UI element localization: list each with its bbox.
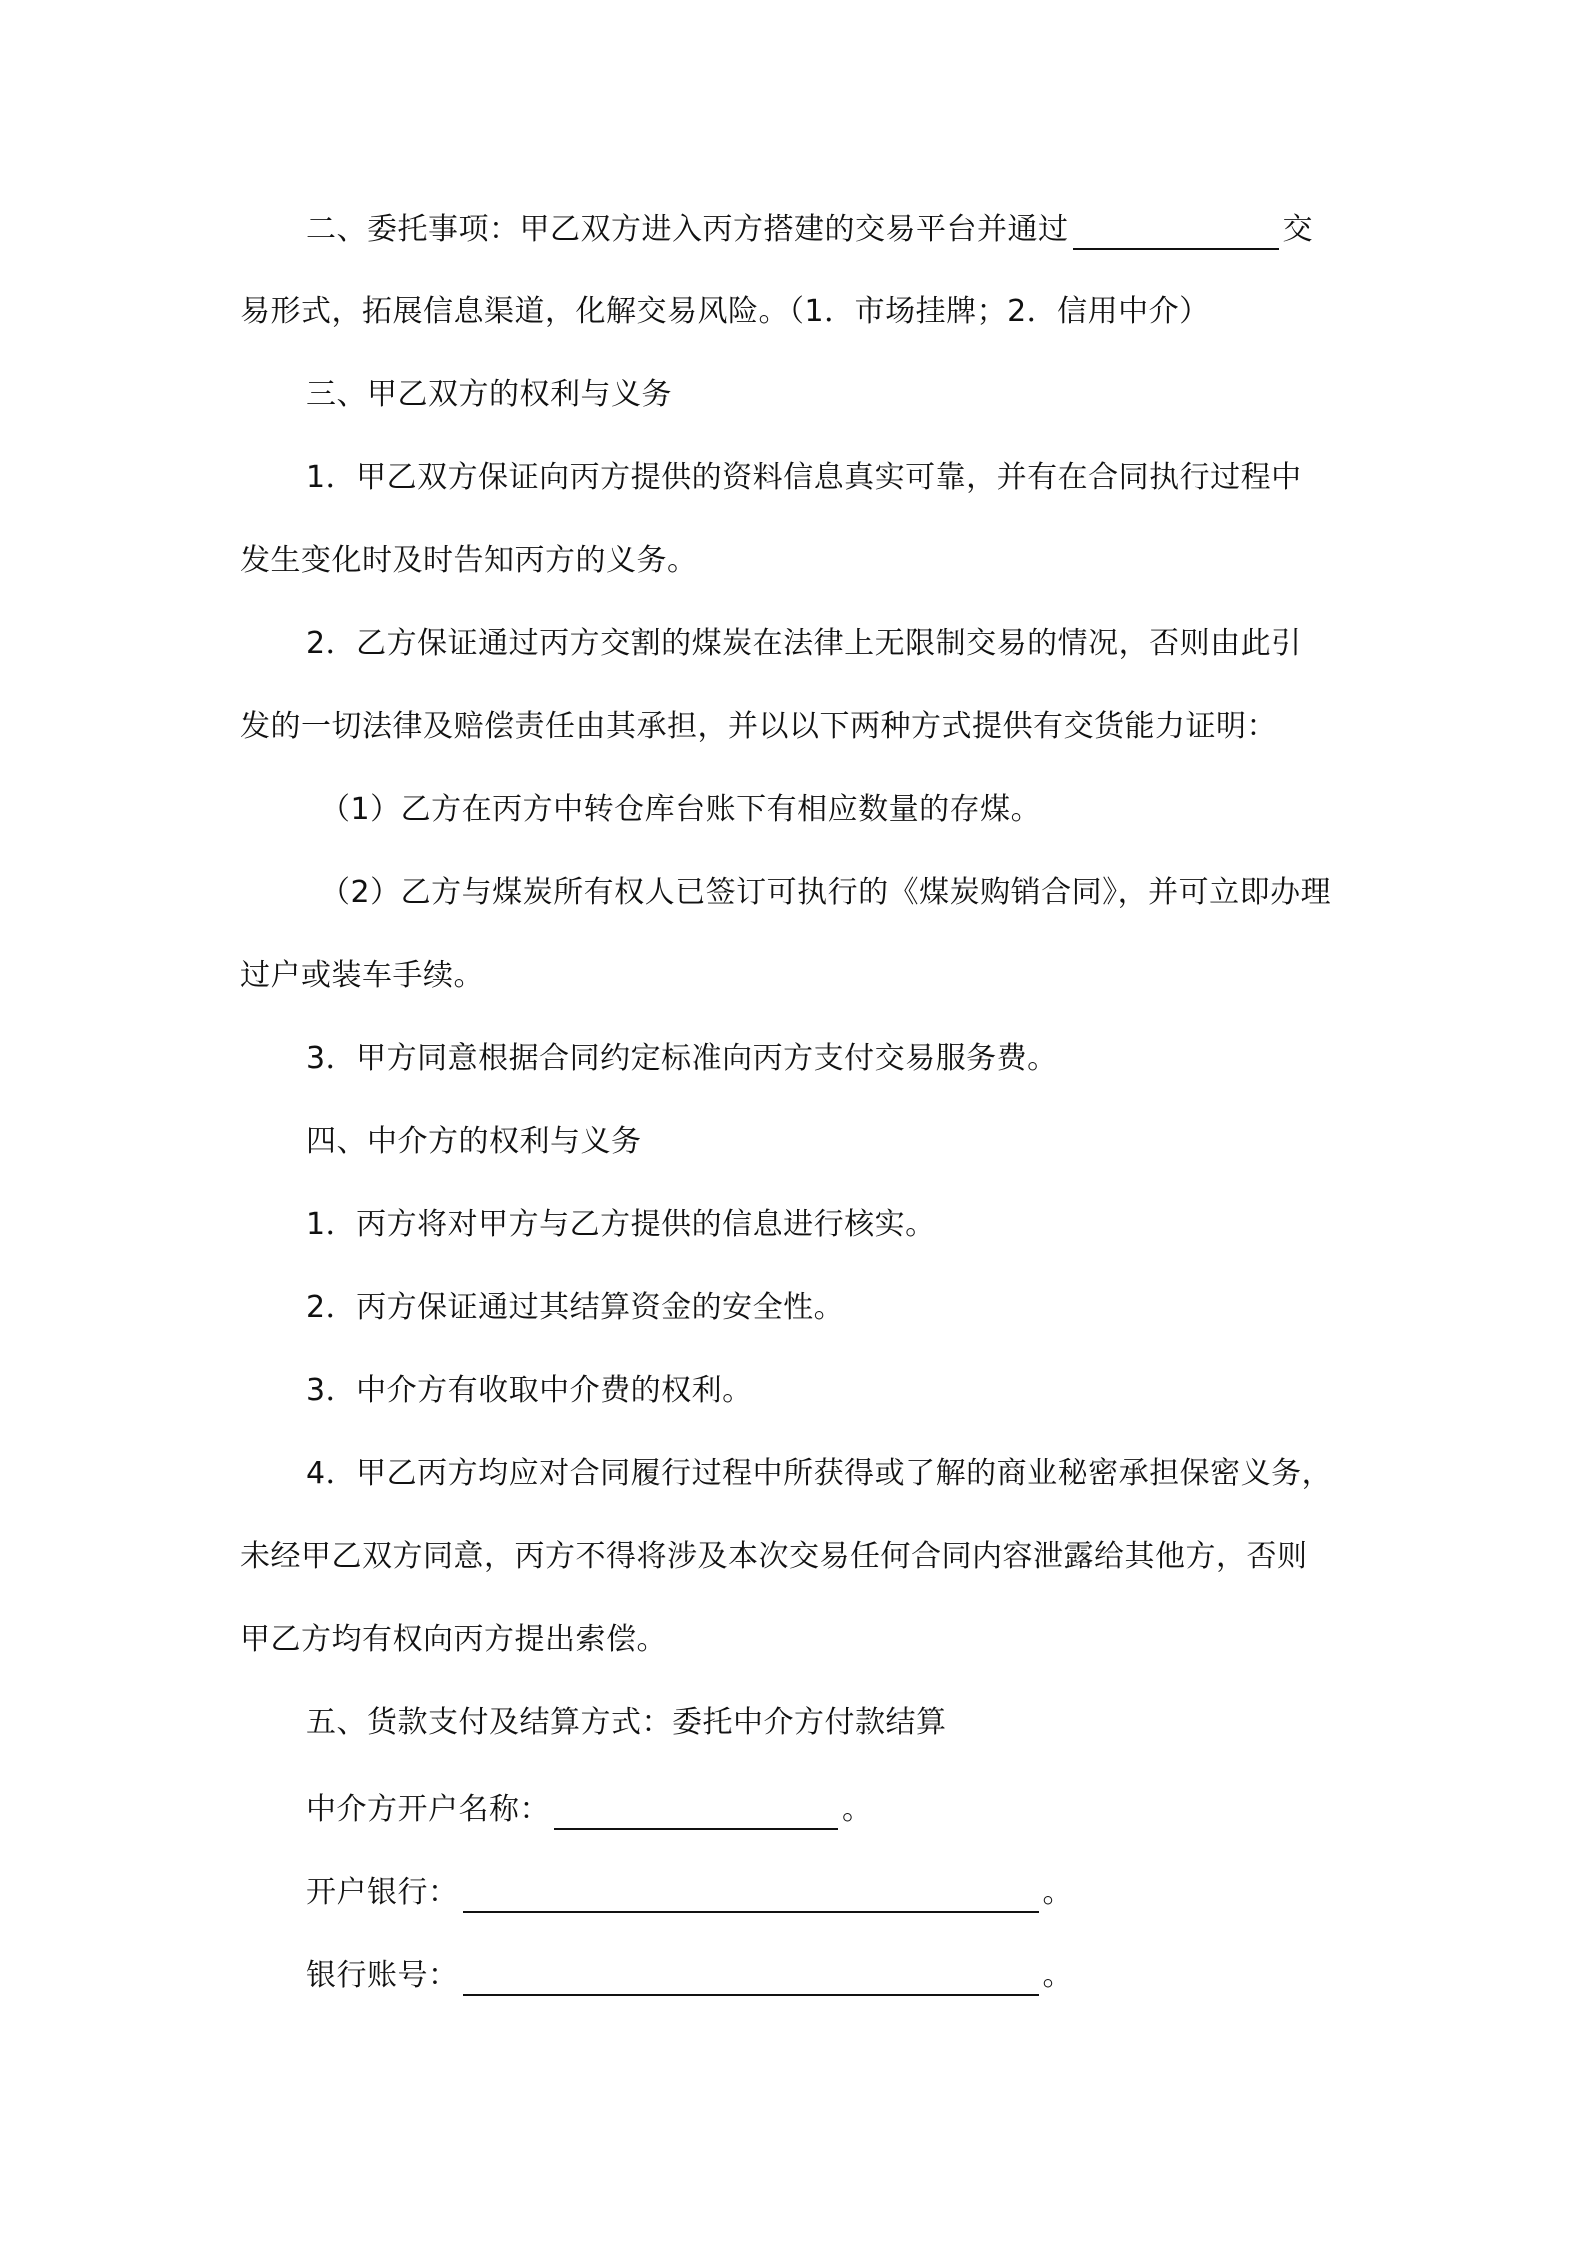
sec3-heading: 三、甲乙双方的权利与义务 [306,377,672,412]
bank-label: 开户银行： [306,1875,459,1910]
sec3-item1-line2: 发生变化时及时告知丙方的义务。 [240,543,698,578]
sec3-item3: 3．甲方同意根据合同约定标准向丙方支付交易服务费。 [306,1041,1058,1076]
bank-row [306,1873,1073,1913]
sec3-item2-sub2-line2: 过户或装车手续。 [240,958,484,993]
sec5-heading: 五、货款支付及结算方式：委托中介方付款结算 [306,1705,947,1740]
sec3-item2-sub2-line1: （2）乙方与煤炭所有权人已签订可执行的《煤炭购销合同》，并可立即办理 [320,875,1332,910]
account-number-blank[interactable] [463,1960,1039,1996]
sec4-item1: 1．丙方将对甲方与乙方提供的信息进行核实。 [306,1207,936,1242]
sec3-item2-line2: 发的一切法律及赔偿责任由其承担，并以以下两种方式提供有交货能力证明： [240,709,1277,744]
account-name-row [306,1790,873,1830]
sec3-item2-sub1: （1）乙方在丙方中转仓库台账下有相应数量的存煤。 [320,792,1042,827]
sec3-item2-line1: 2．乙方保证通过丙方交割的煤炭在法律上无限制交易的情况，否则由此引 [306,626,1302,661]
account-name-blank[interactable] [554,1794,838,1830]
sec2-line1-text: 二、委托事项：甲乙双方进入丙方搭建的交易平台并通过 [306,212,1069,247]
sec4-item4-line2: 未经甲乙双方同意，丙方不得将涉及本次交易任何合同内容泄露给其他方，否则 [240,1539,1308,1574]
sec4-item2: 2．丙方保证通过其结算资金的安全性。 [306,1290,845,1325]
sec4-heading: 四、中介方的权利与义务 [306,1124,642,1159]
sec2-line1 [306,210,1313,250]
account-number-label: 银行账号： [306,1958,459,1993]
trade-form-blank[interactable] [1073,214,1279,250]
sec3-item1-line1: 1．甲乙双方保证向丙方提供的资料信息真实可靠，并有在合同执行过程中 [306,460,1302,495]
account-number-row [306,1956,1073,1996]
account-name-period: 。 [842,1792,873,1827]
sec2-line2: 易形式，拓展信息渠道，化解交易风险。（1．市场挂牌；2．信用中介） [240,294,1210,329]
sec4-item4-line1: 4．甲乙丙方均应对合同履行过程中所获得或了解的商业秘密承担保密义务， [306,1456,1333,1491]
sec4-item3: 3．中介方有收取中介费的权利。 [306,1373,753,1408]
sec2-line1-tail: 交 [1282,212,1313,247]
sec4-item4-line3: 甲乙方均有权向丙方提出索偿。 [240,1622,667,1657]
bank-blank[interactable] [463,1877,1039,1913]
account-name-label: 中介方开户名称： [306,1792,550,1827]
bank-period: 。 [1042,1875,1073,1910]
account-number-period: 。 [1042,1958,1073,1993]
